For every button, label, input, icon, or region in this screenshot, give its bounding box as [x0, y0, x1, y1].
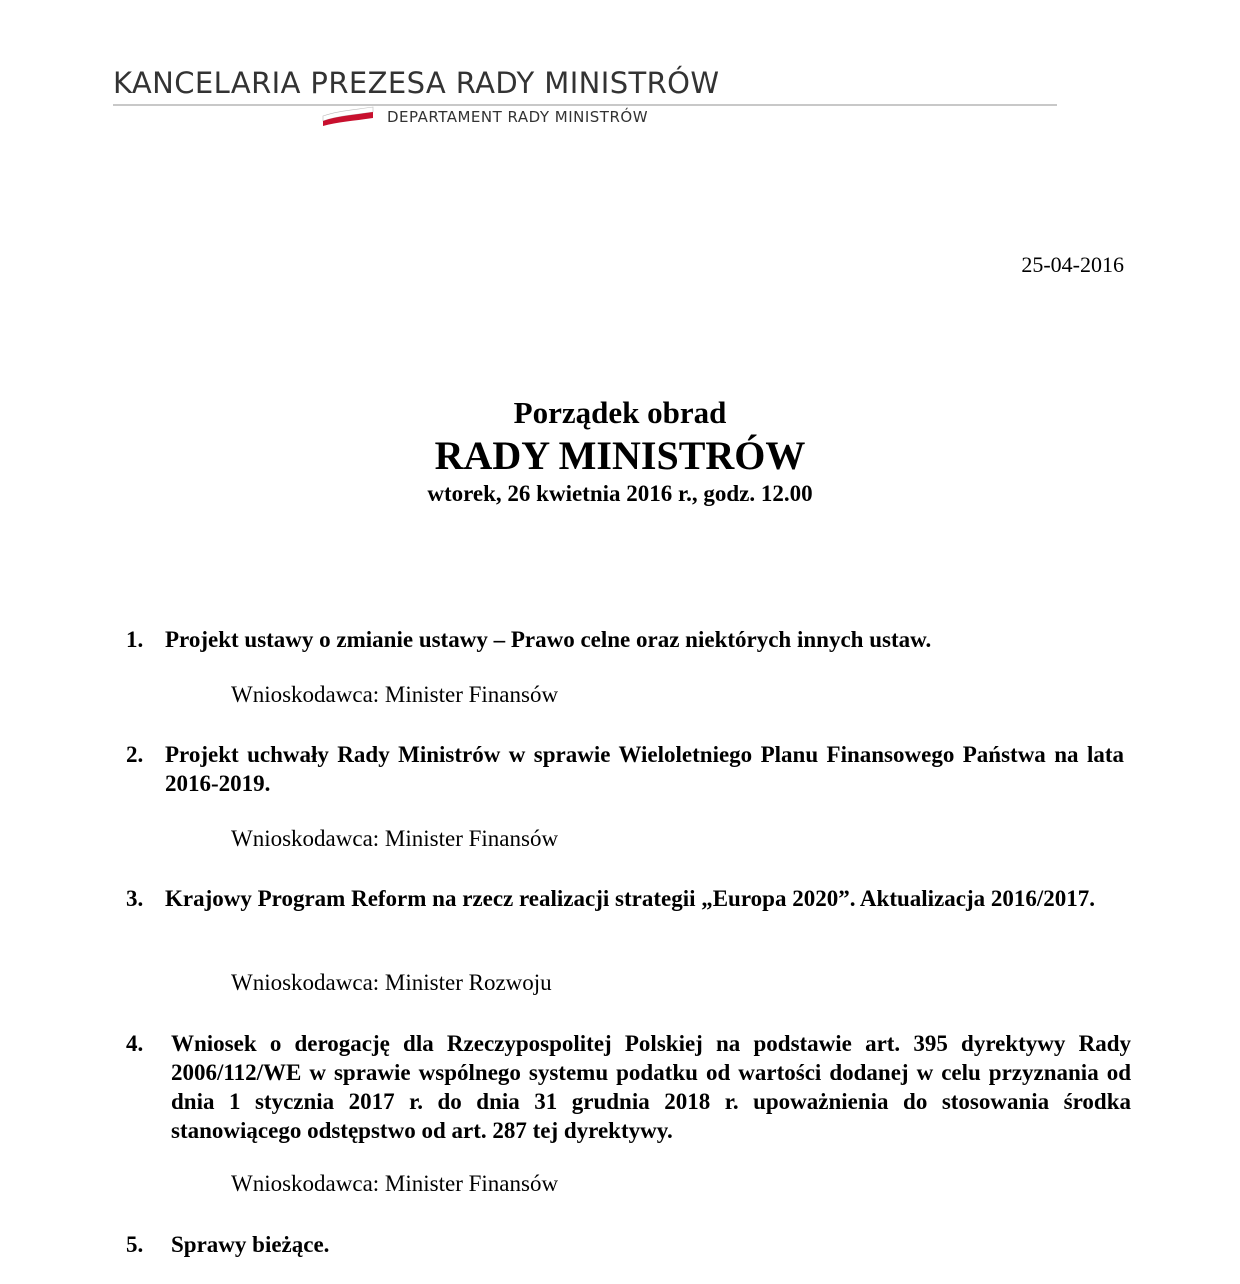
letterhead	[113, 66, 1057, 136]
item-number: 5.	[126, 1232, 144, 1257]
item-number: 2.	[126, 742, 144, 767]
item-title: Projekt ustawy o zmianie ustawy – Prawo celne oraz niektórych innych ustaw.	[165, 627, 932, 652]
council-name-heading: RADY MINISTRÓW	[434, 433, 806, 478]
agenda-item	[126, 884, 1124, 942]
letterhead-divider	[113, 104, 1057, 106]
agenda-item	[126, 1230, 1131, 1259]
item-number: 3.	[126, 886, 144, 911]
item-applicant: Wnioskodawca: Minister Finansów	[231, 1171, 559, 1196]
agenda-heading: Porządek obrad	[513, 395, 727, 430]
meeting-datetime: wtorek, 26 kwietnia 2016 r., godz. 12.00	[427, 481, 813, 506]
item-title: Wniosek o derogację dla Rzeczypospolitej Polskiej na podstawie art. 395 dyrektywy Rady 2006/112/WE w sprawie wspólnego systemu podatku od wartości dodanej w celu przyznania od dnia 1 stycznia 2017 r. do dnia 31 grudnia 2018 r. upoważnienia do stosowania środka stanowiącego odstępstwo od art. 287 tej dyrektywy.	[171, 1031, 1131, 1143]
agenda-item	[126, 1029, 1131, 1145]
document-date: 25-04-2016	[1021, 252, 1124, 277]
letterhead-title: KANCELARIA PREZESA RADY MINISTRÓW	[113, 66, 720, 100]
item-applicant: Wnioskodawca: Minister Finansów	[231, 682, 559, 707]
item-title: Krajowy Program Reform na rzecz realizacji strategii „Europa 2020”. Aktualizacja 2016/2017.	[165, 886, 1096, 911]
item-title: Sprawy bieżące.	[171, 1232, 330, 1257]
agenda-item	[126, 740, 1124, 798]
item-applicant: Wnioskodawca: Minister Rozwoju	[231, 970, 552, 995]
item-applicant: Wnioskodawca: Minister Finansów	[231, 826, 559, 851]
letterhead-subtitle: DEPARTAMENT RADY MINISTRÓW	[387, 108, 649, 126]
item-title: Projekt uchwały Rady Ministrów w sprawie Wieloletniego Planu Finansowego Państwa na lata 2016-2019.	[165, 742, 1124, 796]
polish-flag-icon	[319, 104, 377, 128]
item-number: 1.	[126, 627, 144, 652]
agenda-item	[126, 625, 1126, 654]
item-number: 4.	[126, 1031, 144, 1056]
